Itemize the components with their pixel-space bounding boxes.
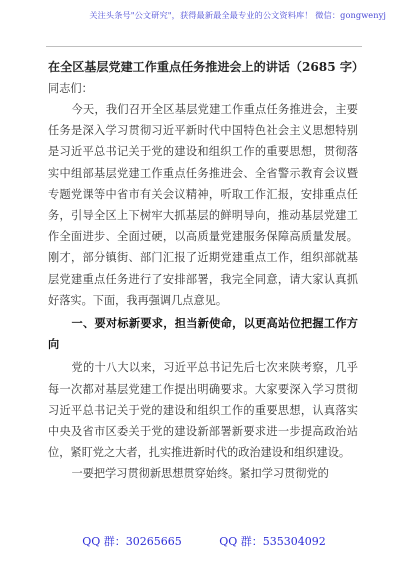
paragraph: 今天，我们召开全区基层党建工作重点任务推进会，主要任务是深入学习贯彻习近平新时代中国特色社会主义思想特别是习近平总书记关于党的建设和组织工作的重要思想，贯彻落实中组部基层党建工作重点任务推进会、全省警示教育会议暨专题党课等中省市有关会议精神，听取工作汇报，安排重点任务，引导全区上下树牢大抓基层的鲜明导向，推动基层党建工作全面进步、全面过硬，以高质量党建服务保障高质量发展。刚才，部分镇街、部门汇报了近期党建重点工作，组织部就基层党建重点任务进行了安排部署，我完全同意，请大家认真抓好落实。下面，我再强调几点意见。 xyxy=(48,103,358,307)
footer-qq-group-2: QQ 群：535304092 xyxy=(219,535,326,548)
footer-qq-group-1: QQ 群：30265665 xyxy=(82,535,182,548)
salutation: 同志们： xyxy=(48,82,93,95)
paragraph: 党的十八大以来，习近平总书记先后七次来陕考察，几乎每一次都对基层党建工作提出明确要求。大家要深入学习贯彻习近平总书记关于党的建设和组织工作的重要思想，认真落实中央及省市区委关于党的建设新部署新要求进一步提高政治站位，紧盯党之大者，扎实推进新时代的政治建设和组织建设。 xyxy=(48,361,358,460)
document-body xyxy=(48,99,358,485)
document-title: 在全区基层党建工作重点任务推进会上的讲话（2685 字） xyxy=(48,60,365,74)
paragraph: 一要把学习贯彻新思想贯穿始终。紧扣学习贯彻党的 xyxy=(71,467,329,481)
section-heading: 一、要对标新要求，担当新使命，以更高站位把握工作方向 xyxy=(48,317,358,352)
header-divider xyxy=(46,46,362,47)
header-note: 关注头条号"公文研究"，获得最新最全最专业的公文资料库！ 微信：gongwenyj xyxy=(89,10,386,20)
footer xyxy=(0,533,408,549)
